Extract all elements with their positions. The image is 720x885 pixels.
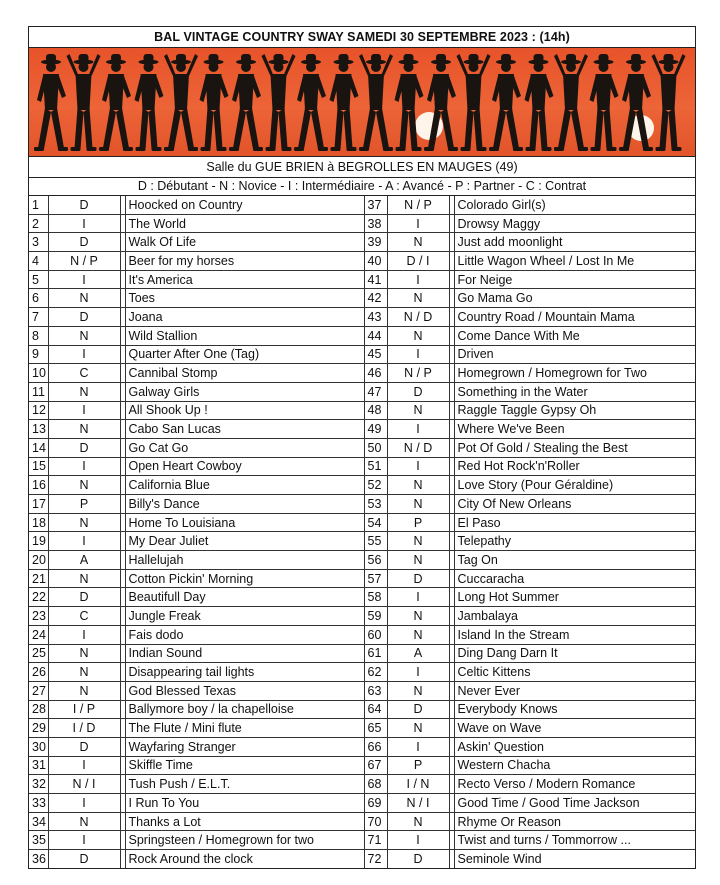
dance-name: Cannibal Stomp — [125, 364, 364, 383]
dance-level: P — [387, 513, 449, 532]
level-legend: D : Débutant - N : Novice - I : Intermédiaire - A : Avancé - P : Partner - C : Contrat — [29, 178, 695, 196]
dance-name: Twist and turns / Tommorrow ... — [454, 831, 695, 850]
table-row — [29, 532, 695, 551]
table-row — [29, 270, 695, 289]
dance-name: Beautifull Day — [125, 588, 364, 607]
dance-number: 12 — [29, 401, 48, 420]
dance-level: N — [48, 382, 120, 401]
dance-level: N — [387, 607, 449, 626]
dance-number: 11 — [29, 382, 48, 401]
dance-name: Wild Stallion — [125, 326, 364, 345]
dance-name: Just add moonlight — [454, 233, 695, 252]
dance-level: N — [387, 532, 449, 551]
dance-level: N — [387, 681, 449, 700]
dance-name: Indian Sound — [125, 644, 364, 663]
dance-number: 19 — [29, 532, 48, 551]
dancer-silhouette — [395, 54, 424, 151]
dance-name: Where We've Been — [454, 420, 695, 439]
dance-level: N — [387, 326, 449, 345]
dancer-silhouette — [135, 54, 164, 151]
dance-level: I — [48, 625, 120, 644]
dance-name: Cabo San Lucas — [125, 420, 364, 439]
table-row — [29, 850, 695, 868]
dance-level: P — [48, 495, 120, 514]
dance-name: Seminole Wind — [454, 850, 695, 868]
dance-name: California Blue — [125, 476, 364, 495]
dance-level: N / P — [387, 364, 449, 383]
dance-level: I / N — [387, 775, 449, 794]
dance-name: City Of New Orleans — [454, 495, 695, 514]
dance-number: 51 — [364, 457, 387, 476]
dance-level: N — [48, 476, 120, 495]
table-row — [29, 607, 695, 626]
dance-number: 27 — [29, 681, 48, 700]
table-row — [29, 775, 695, 794]
table-row — [29, 476, 695, 495]
dance-level: N / I — [48, 775, 120, 794]
dance-name: Beer for my horses — [125, 252, 364, 271]
dance-number: 17 — [29, 495, 48, 514]
dance-number: 62 — [364, 663, 387, 682]
dance-number: 52 — [364, 476, 387, 495]
dance-name: Drowsy Maggy — [454, 214, 695, 233]
dance-number: 72 — [364, 850, 387, 868]
dance-level: D — [48, 308, 120, 327]
dance-name: Tag On — [454, 551, 695, 570]
dancer-silhouette — [590, 54, 619, 151]
dance-level: D — [387, 850, 449, 868]
dance-level: N — [48, 681, 120, 700]
dance-name: The World — [125, 214, 364, 233]
dance-number: 6 — [29, 289, 48, 308]
dance-number: 5 — [29, 270, 48, 289]
dance-name: Cotton Pickin' Morning — [125, 569, 364, 588]
table-row — [29, 719, 695, 738]
dance-level: I — [387, 270, 449, 289]
dance-number: 4 — [29, 252, 48, 271]
dance-level: N / D — [387, 308, 449, 327]
dance-number: 64 — [364, 700, 387, 719]
dance-number: 56 — [364, 551, 387, 570]
dance-level: D — [48, 233, 120, 252]
dance-number: 46 — [364, 364, 387, 383]
dance-number: 3 — [29, 233, 48, 252]
dancer-silhouette — [262, 54, 296, 151]
dance-level: N — [48, 644, 120, 663]
dance-number: 63 — [364, 681, 387, 700]
table-row — [29, 569, 695, 588]
dance-name: I Run To You — [125, 794, 364, 813]
table-row — [29, 551, 695, 570]
dance-number: 24 — [29, 625, 48, 644]
dancer-silhouette — [489, 54, 523, 151]
dance-number: 45 — [364, 345, 387, 364]
dance-level: I / D — [48, 719, 120, 738]
dance-level: N — [387, 812, 449, 831]
dance-number: 34 — [29, 812, 48, 831]
dancer-silhouette — [457, 54, 491, 151]
dance-level: D / I — [387, 252, 449, 271]
dance-level: I — [387, 345, 449, 364]
table-row — [29, 625, 695, 644]
dance-number: 69 — [364, 794, 387, 813]
dance-level: A — [48, 551, 120, 570]
dancer-silhouette — [652, 54, 686, 151]
dance-name: Cuccaracha — [454, 569, 695, 588]
dance-name: Western Chacha — [454, 756, 695, 775]
dance-number: 9 — [29, 345, 48, 364]
dance-level: I — [387, 420, 449, 439]
dance-name: Galway Girls — [125, 382, 364, 401]
dance-name: Rock Around the clock — [125, 850, 364, 868]
dance-level: N — [387, 233, 449, 252]
dance-number: 29 — [29, 719, 48, 738]
dance-level: C — [48, 364, 120, 383]
dance-name: Home To Louisiana — [125, 513, 364, 532]
table-row — [29, 420, 695, 439]
table-row — [29, 457, 695, 476]
dance-level: N — [387, 551, 449, 570]
table-row — [29, 401, 695, 420]
table-row — [29, 756, 695, 775]
dance-list-table — [29, 196, 695, 868]
dance-number: 42 — [364, 289, 387, 308]
dance-number: 7 — [29, 308, 48, 327]
dance-number: 61 — [364, 644, 387, 663]
dance-number: 38 — [364, 214, 387, 233]
dance-number: 35 — [29, 831, 48, 850]
dance-number: 37 — [364, 196, 387, 214]
dance-level: N — [387, 401, 449, 420]
dancer-silhouette — [294, 54, 328, 151]
dance-level: I — [48, 457, 120, 476]
dance-level: D — [48, 438, 120, 457]
dance-name: Island In the Stream — [454, 625, 695, 644]
dance-number: 36 — [29, 850, 48, 868]
dance-level: N — [387, 495, 449, 514]
dance-number: 49 — [364, 420, 387, 439]
dance-name: Fais dodo — [125, 625, 364, 644]
dance-name: Celtic Kittens — [454, 663, 695, 682]
table-row — [29, 252, 695, 271]
dance-level: N / P — [387, 196, 449, 214]
dance-name: Driven — [454, 345, 695, 364]
dancer-silhouette — [359, 54, 393, 151]
table-row — [29, 308, 695, 327]
dance-number: 60 — [364, 625, 387, 644]
dance-name: Disappearing tail lights — [125, 663, 364, 682]
dance-number: 28 — [29, 700, 48, 719]
dance-number: 8 — [29, 326, 48, 345]
table-row — [29, 644, 695, 663]
table-row — [29, 495, 695, 514]
dance-number: 40 — [364, 252, 387, 271]
dance-name: Go Cat Go — [125, 438, 364, 457]
dance-number: 30 — [29, 737, 48, 756]
dance-number: 66 — [364, 737, 387, 756]
dance-name: Open Heart Cowboy — [125, 457, 364, 476]
dance-level: N — [48, 569, 120, 588]
dance-number: 25 — [29, 644, 48, 663]
dance-level: D — [48, 850, 120, 868]
table-row — [29, 345, 695, 364]
table-row — [29, 233, 695, 252]
dance-level: D — [387, 569, 449, 588]
dance-name: Askin' Question — [454, 737, 695, 756]
line-dancers-silhouette-icon — [29, 48, 695, 156]
dance-level: I — [48, 214, 120, 233]
dance-name: Come Dance With Me — [454, 326, 695, 345]
dance-level: I — [48, 401, 120, 420]
dance-name: Wayfaring Stranger — [125, 737, 364, 756]
table-row — [29, 588, 695, 607]
dance-name: Wave on Wave — [454, 719, 695, 738]
dance-level: I — [48, 794, 120, 813]
table-row — [29, 289, 695, 308]
dance-name: All Shook Up ! — [125, 401, 364, 420]
dance-name: Love Story (Pour Géraldine) — [454, 476, 695, 495]
dance-name: Colorado Girl(s) — [454, 196, 695, 214]
dance-name: Everybody Knows — [454, 700, 695, 719]
dance-number: 54 — [364, 513, 387, 532]
dance-number: 33 — [29, 794, 48, 813]
dancer-silhouette — [525, 54, 554, 151]
dance-name: It's America — [125, 270, 364, 289]
dancer-silhouette — [34, 54, 68, 151]
dance-level: I — [387, 214, 449, 233]
dance-name: My Dear Juliet — [125, 532, 364, 551]
table-row — [29, 831, 695, 850]
dance-name: Go Mama Go — [454, 289, 695, 308]
dance-level: N — [387, 476, 449, 495]
dance-number: 1 — [29, 196, 48, 214]
dance-level: I / P — [48, 700, 120, 719]
dance-name: Country Road / Mountain Mama — [454, 308, 695, 327]
dance-name: Something in the Water — [454, 382, 695, 401]
dance-name: The Flute / Mini flute — [125, 719, 364, 738]
dance-name: Billy's Dance — [125, 495, 364, 514]
dance-name: Homegrown / Homegrown for Two — [454, 364, 695, 383]
dance-level: D — [48, 588, 120, 607]
dance-number: 31 — [29, 756, 48, 775]
table-row — [29, 513, 695, 532]
dance-name: God Blessed Texas — [125, 681, 364, 700]
dance-number: 14 — [29, 438, 48, 457]
table-row — [29, 700, 695, 719]
table-row — [29, 681, 695, 700]
dance-level: N — [48, 812, 120, 831]
dance-name: Tush Push / E.L.T. — [125, 775, 364, 794]
table-row — [29, 812, 695, 831]
dance-level: I — [48, 831, 120, 850]
dance-level: N — [387, 625, 449, 644]
dance-number: 16 — [29, 476, 48, 495]
dance-level: D — [387, 382, 449, 401]
dancer-silhouette — [67, 54, 101, 151]
dance-number: 71 — [364, 831, 387, 850]
table-row — [29, 326, 695, 345]
dance-name: Thanks a Lot — [125, 812, 364, 831]
dance-number: 67 — [364, 756, 387, 775]
dance-level: D — [387, 700, 449, 719]
dance-level: I — [387, 588, 449, 607]
dancer-silhouette — [200, 54, 229, 151]
dance-name: For Neige — [454, 270, 695, 289]
dance-name: Jambalaya — [454, 607, 695, 626]
dance-number: 68 — [364, 775, 387, 794]
table-row — [29, 196, 695, 214]
dance-level: N / P — [48, 252, 120, 271]
dance-number: 41 — [364, 270, 387, 289]
dance-name: Ding Dang Darn It — [454, 644, 695, 663]
dance-number: 70 — [364, 812, 387, 831]
dance-level: I — [387, 663, 449, 682]
page-title: BAL VINTAGE COUNTRY SWAY SAMEDI 30 SEPTEMBRE 2023 : (14h) — [29, 27, 695, 48]
dance-number: 10 — [29, 364, 48, 383]
dance-level: I — [387, 831, 449, 850]
playlist-sheet — [28, 26, 696, 869]
dance-name: Good Time / Good Time Jackson — [454, 794, 695, 813]
dance-number: 21 — [29, 569, 48, 588]
dancer-silhouette — [330, 54, 359, 151]
dance-number: 47 — [364, 382, 387, 401]
dance-level: D — [48, 196, 120, 214]
dance-number: 20 — [29, 551, 48, 570]
dance-name: Hoocked on Country — [125, 196, 364, 214]
dance-level: N / I — [387, 794, 449, 813]
dance-level: I — [387, 457, 449, 476]
dancer-silhouette — [229, 54, 263, 151]
dance-name: Toes — [125, 289, 364, 308]
dance-level: N — [48, 326, 120, 345]
dancer-silhouette — [164, 54, 198, 151]
table-row — [29, 382, 695, 401]
dance-level: N — [387, 719, 449, 738]
dance-name: Jungle Freak — [125, 607, 364, 626]
dance-number: 50 — [364, 438, 387, 457]
dance-number: 18 — [29, 513, 48, 532]
dance-name: Hallelujah — [125, 551, 364, 570]
dance-name: Telepathy — [454, 532, 695, 551]
table-row — [29, 214, 695, 233]
dance-number: 23 — [29, 607, 48, 626]
dance-level: A — [387, 644, 449, 663]
dance-level: N / D — [387, 438, 449, 457]
dance-name: Long Hot Summer — [454, 588, 695, 607]
dance-level: N — [387, 289, 449, 308]
dance-number: 57 — [364, 569, 387, 588]
dance-level: I — [387, 737, 449, 756]
dance-name: Recto Verso / Modern Romance — [454, 775, 695, 794]
dance-name: Ballymore boy / la chapelloise — [125, 700, 364, 719]
dance-name: Raggle Taggle Gypsy Oh — [454, 401, 695, 420]
dance-name: Pot Of Gold / Stealing the Best — [454, 438, 695, 457]
dance-level: N — [48, 513, 120, 532]
dance-number: 22 — [29, 588, 48, 607]
table-row — [29, 663, 695, 682]
dance-number: 58 — [364, 588, 387, 607]
dance-name: Rhyme Or Reason — [454, 812, 695, 831]
table-row — [29, 794, 695, 813]
dance-level: I — [48, 756, 120, 775]
dance-name: Quarter After One (Tag) — [125, 345, 364, 364]
dance-name: Joana — [125, 308, 364, 327]
table-row — [29, 364, 695, 383]
dance-level: D — [48, 737, 120, 756]
dance-name: El Paso — [454, 513, 695, 532]
dance-level: I — [48, 532, 120, 551]
dance-number: 65 — [364, 719, 387, 738]
dance-number: 55 — [364, 532, 387, 551]
dance-level: P — [387, 756, 449, 775]
venue-line: Salle du GUE BRIEN à BEGROLLES EN MAUGES (49) — [29, 157, 695, 178]
dance-name: Red Hot Rock'n'Roller — [454, 457, 695, 476]
dancers-banner — [29, 48, 695, 157]
dance-level: I — [48, 270, 120, 289]
dance-number: 15 — [29, 457, 48, 476]
dance-level: N — [48, 420, 120, 439]
dance-number: 48 — [364, 401, 387, 420]
dance-number: 44 — [364, 326, 387, 345]
dance-name: Walk Of Life — [125, 233, 364, 252]
dance-number: 39 — [364, 233, 387, 252]
dance-name: Springsteen / Homegrown for two — [125, 831, 364, 850]
dance-name: Skiffle Time — [125, 756, 364, 775]
dance-number: 59 — [364, 607, 387, 626]
dance-number: 13 — [29, 420, 48, 439]
table-row — [29, 737, 695, 756]
dance-level: I — [48, 345, 120, 364]
dancer-silhouette — [554, 54, 588, 151]
dance-number: 26 — [29, 663, 48, 682]
dance-name: Little Wagon Wheel / Lost In Me — [454, 252, 695, 271]
dancer-silhouette — [99, 54, 133, 151]
dance-level: C — [48, 607, 120, 626]
dance-number: 2 — [29, 214, 48, 233]
dance-number: 53 — [364, 495, 387, 514]
table-row — [29, 438, 695, 457]
dance-level: N — [48, 289, 120, 308]
dance-level: N — [48, 663, 120, 682]
dance-name: Never Ever — [454, 681, 695, 700]
dance-number: 43 — [364, 308, 387, 327]
dance-number: 32 — [29, 775, 48, 794]
